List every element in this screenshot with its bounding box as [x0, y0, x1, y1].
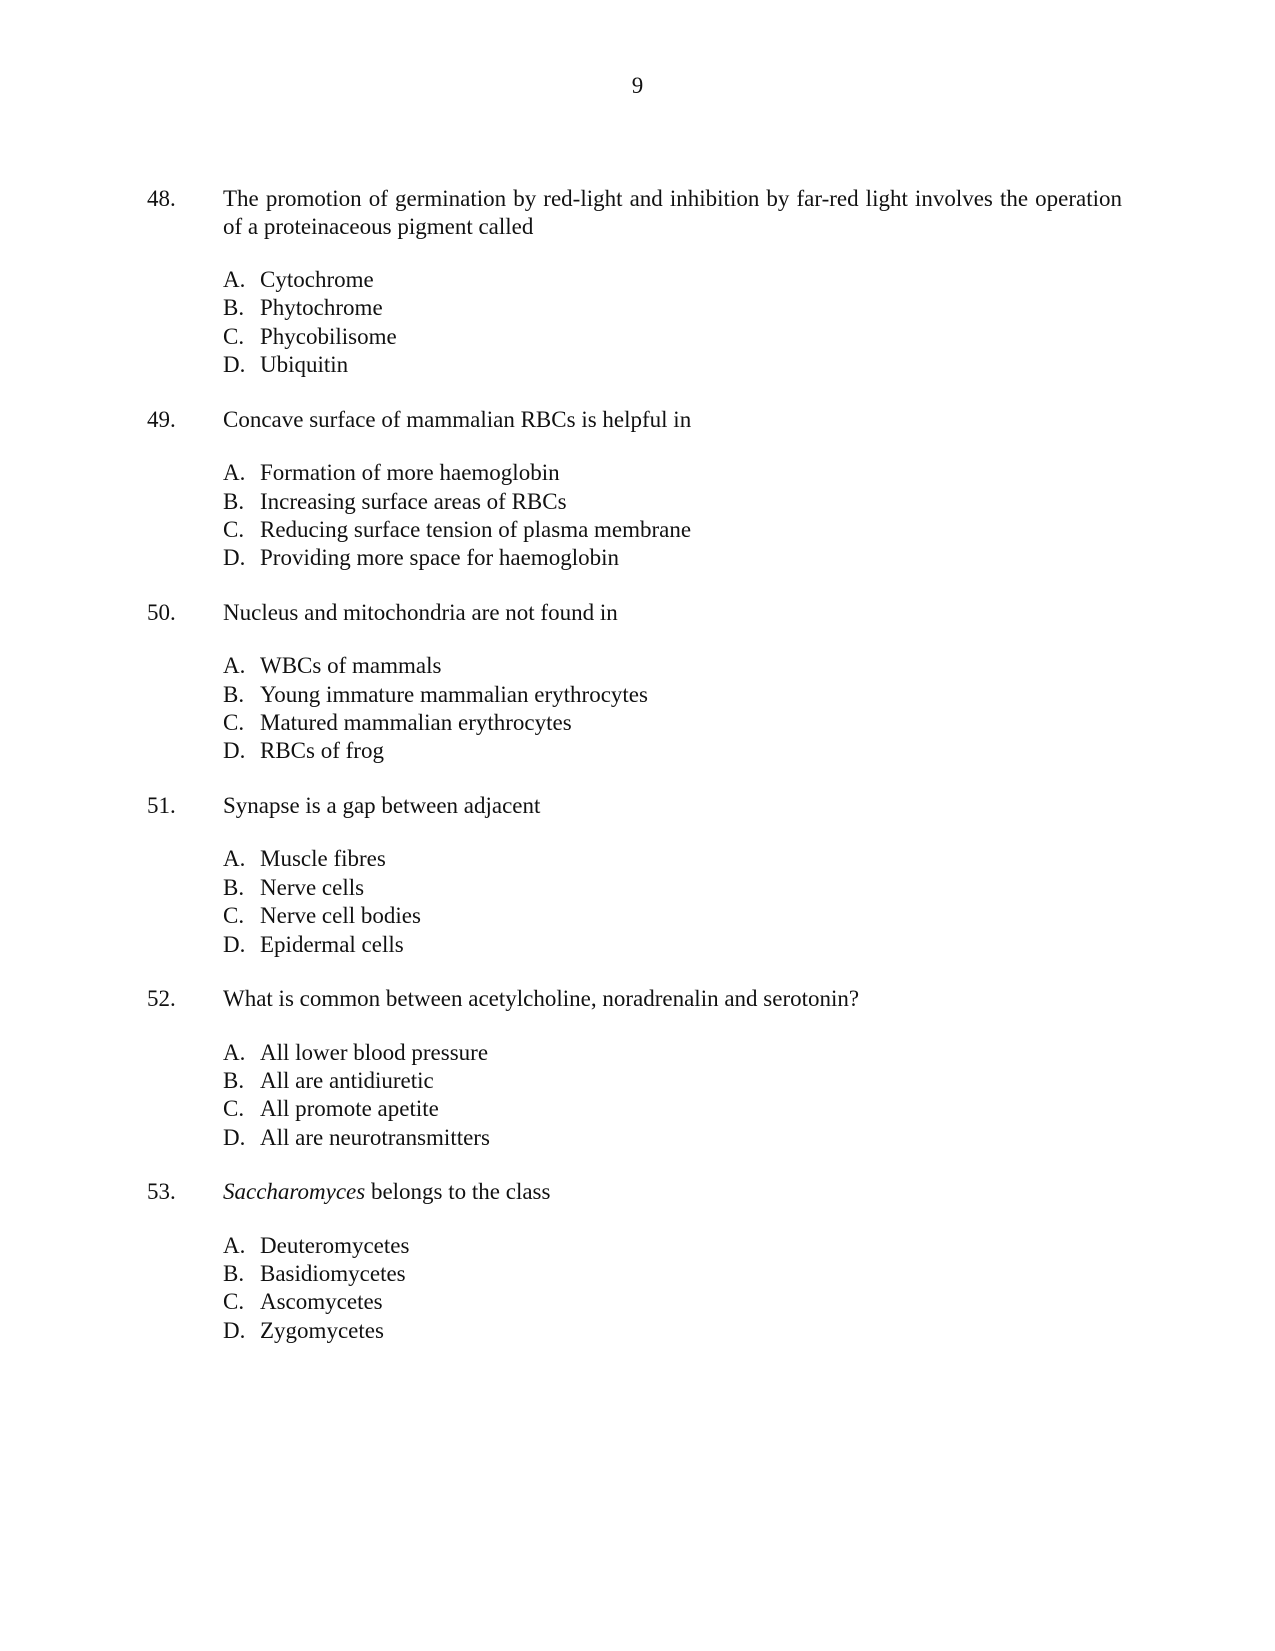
option-text: Cytochrome [260, 267, 374, 292]
option-letter: A. [223, 846, 246, 872]
option-letter: C. [223, 903, 245, 929]
option-a [223, 845, 1122, 873]
option-c [223, 1095, 1122, 1123]
option-letter: D. [223, 352, 246, 378]
option-text: Ubiquitin [260, 352, 349, 378]
question-number: 52. [147, 986, 176, 1011]
option-text: All lower blood pressure [260, 1039, 489, 1065]
question-stem [223, 1178, 1122, 1206]
option-letter: D. [223, 738, 246, 764]
question-49 [147, 406, 1122, 573]
option-a [223, 459, 1122, 487]
option-b [223, 1067, 1122, 1095]
option-c [223, 323, 1122, 351]
option-letter: C. [223, 323, 245, 349]
option-text: Young immature mammalian erythrocytes [260, 681, 648, 707]
option-letter: B. [223, 874, 245, 900]
option-list [223, 1039, 1122, 1153]
option-text: Increasing surface areas of RBCs [260, 488, 567, 514]
option-b [223, 1260, 1122, 1288]
question-53 [147, 1178, 1122, 1345]
option-letter: D. [223, 1317, 246, 1343]
option-letter: B. [223, 681, 245, 707]
option-letter: D. [223, 931, 246, 957]
genus-name: Saccharomyces [223, 1179, 366, 1205]
option-d [223, 544, 1122, 572]
option-letter: C. [223, 1289, 245, 1315]
option-text: Basidiomycetes [260, 1261, 406, 1287]
option-b [223, 488, 1122, 516]
option-a [223, 1039, 1122, 1067]
option-b [223, 294, 1122, 322]
option-text: Formation of more haemoglobin [260, 460, 560, 486]
option-list [223, 459, 1122, 573]
option-letter: B. [223, 1067, 245, 1093]
question-number: 50. [147, 599, 176, 625]
option-d [223, 737, 1122, 765]
option-letter: C. [223, 1096, 245, 1122]
option-text: Zygomycetes [260, 1317, 384, 1343]
question-stem: Concave surface of mammalian RBCs is helpful in [223, 406, 692, 432]
option-text: Matured mammalian erythrocytes [260, 710, 572, 736]
option-c [223, 709, 1122, 737]
option-list [223, 845, 1122, 959]
option-text: RBCs of frog [260, 738, 384, 764]
question-50 [147, 599, 1122, 766]
page-number: 9 [631, 73, 644, 98]
option-text: Phycobilisome [260, 323, 397, 349]
option-c [223, 1288, 1122, 1316]
option-letter: A. [223, 267, 246, 292]
option-letter: A. [223, 1232, 246, 1258]
option-text: Providing more space for haemoglobin [260, 545, 619, 571]
question-number: 49. [147, 406, 176, 432]
option-d [223, 351, 1122, 379]
option-list [223, 1232, 1122, 1346]
option-letter: C. [223, 710, 245, 736]
option-b [223, 874, 1122, 902]
question-number: 48. [147, 186, 176, 211]
option-c [223, 516, 1122, 544]
option-letter: A. [223, 460, 246, 486]
option-text: Nerve cell bodies [260, 903, 421, 929]
question-52 [147, 985, 1122, 1152]
option-text: All are neurotransmitters [260, 1124, 490, 1150]
option-a [223, 266, 1122, 294]
option-text: Nerve cells [260, 874, 365, 900]
question-number: 53. [147, 1179, 176, 1205]
option-letter: C. [223, 516, 245, 542]
option-d [223, 1317, 1122, 1345]
option-text: Ascomycetes [260, 1289, 383, 1315]
option-b [223, 681, 1122, 709]
question-list [147, 185, 1122, 1371]
option-letter: B. [223, 295, 245, 321]
question-stem: Synapse is a gap between adjacent [223, 792, 541, 818]
question-stem: The promotion of germination by red-light and inhibition by far-red light involves the operation of a proteinaceous pigment called [223, 186, 1122, 239]
question-51 [147, 792, 1122, 959]
option-text: WBCs of mammals [260, 653, 442, 679]
option-d [223, 931, 1122, 959]
option-text: Deuteromycetes [260, 1232, 410, 1258]
option-a [223, 652, 1122, 680]
option-text: All are antidiuretic [260, 1067, 434, 1093]
option-letter: A. [223, 653, 246, 679]
option-letter: B. [223, 1261, 245, 1287]
option-letter: B. [223, 488, 245, 514]
option-text: Reducing surface tension of plasma membrane [260, 516, 692, 542]
question-stem: Nucleus and mitochondria are not found in [223, 599, 618, 625]
question-stem: What is common between acetylcholine, noradrenalin and serotonin? [223, 986, 860, 1011]
option-c [223, 902, 1122, 930]
option-text: Epidermal cells [260, 931, 404, 957]
option-text: All promote apetite [260, 1096, 439, 1122]
option-d [223, 1124, 1122, 1152]
option-letter: A. [223, 1039, 246, 1065]
question-48 [147, 185, 1122, 380]
option-text: Muscle fibres [260, 846, 386, 872]
option-a [223, 1232, 1122, 1260]
option-letter: D. [223, 545, 246, 571]
question-number: 51. [147, 792, 176, 818]
question-stem-text: belongs to the class [365, 1179, 551, 1205]
option-text: Phytochrome [260, 295, 383, 321]
option-list [223, 652, 1122, 766]
option-letter: D. [223, 1124, 246, 1150]
option-list [223, 266, 1122, 380]
